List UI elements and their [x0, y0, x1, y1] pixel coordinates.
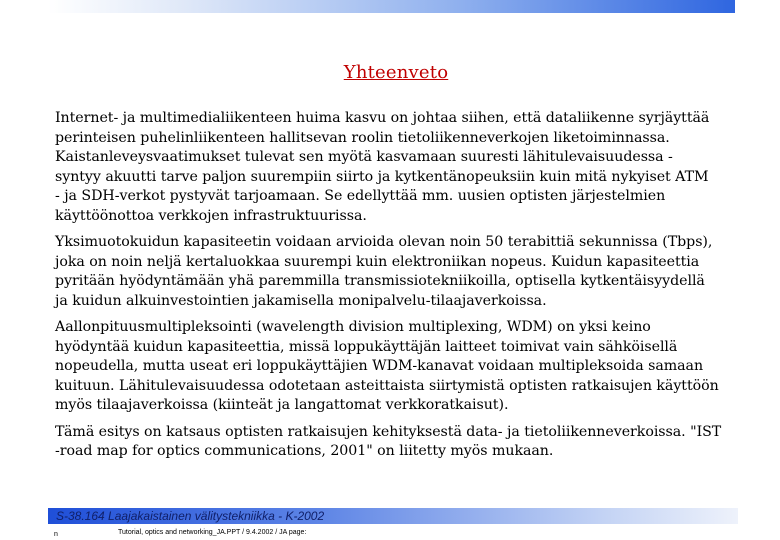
paragraph-wdm [55, 318, 735, 416]
text-line: Internet- ja multimedialiikenteen huima kasvu on johtaa siihen, että dataliikenne syrjäyttää [55, 110, 710, 126]
text-line: joka on noin neljä kertaluokkaa suurempi kuin elektroniikan nopeus. Kuidun kapasiteettia [55, 253, 700, 270]
footer-file-info: Tutorial, optics and networking_JA.PPT / 9.4.2002 / JA page: [118, 529, 307, 536]
slide-title: Yhteenveto [343, 62, 449, 83]
text-line: syntyy akuutti tarve paljon suurempiin siirto ja kytkentänopeuksiin kuin mitä nykyiset ATM [55, 168, 709, 185]
slide-body [55, 109, 735, 469]
text-line: hyödyntää kuidun kapasiteettia, missä loppukäyttäjän laitteet toimivat vain sähköisellä [55, 338, 678, 355]
text-line: pyritään hyödyntämään yhä paremmilla transmissiotekniikoilla, optisella kytkentäisyydellä [55, 273, 705, 289]
text-line: kuituun. Lähitulevaisuudessa odotetaan asteittaista siirtymistä optisten ratkaisujen käyttöön [55, 377, 719, 394]
paragraph-presentation-summary [55, 423, 735, 462]
text-line: - ja SDH-verkot pystyvät tarjoamaan. Se edellyttää mm. uusien optisten järjestelmien [55, 188, 666, 204]
text-line: perinteisen puhelinliikenteen hallitsevan roolin tietoliikenneverkojen liketoiminnassa. [55, 129, 670, 146]
text-line: Kaistanleveysvaatimukset tulevat sen myötä kasvamaan suuresti lähitulevaisuudessa - [55, 149, 673, 165]
text-line: Yksimuotokuidun kapasiteetin voidaan arvioida olevan noin 50 terabittiä sekunnissa (Tbps), [55, 234, 713, 250]
paragraph-fiber-capacity [55, 233, 735, 311]
text-line: -road map for optics communications, 2001" on liitetty myös mukaan. [55, 443, 554, 459]
text-line: myös tilaajaverkoissa (kiinteät ja langattomat verkkoratkaisut). [55, 397, 509, 413]
text-line: nopeudella, mutta useat eri loppukäyttäjien WDM-kanavat voidaan multipleksoida samaan [55, 358, 704, 374]
text-line: Aallonpituusmultipleksointi (wavelength division multiplexing, WDM) on yksi keino [55, 319, 651, 335]
header-gradient-bar [48, 0, 735, 13]
text-line: ja kuidun alkuinvestointien jakamisella monipalvelu-tilaajaverkoissa. [55, 292, 547, 309]
text-line: Tämä esitys on katsaus optisten ratkaisujen kehityksestä data- ja tietoliikenneverkoissa. "IST [55, 423, 722, 440]
footer-course-name: S-38.164 Laajakaistainen välitystekniikka - K-2002 [56, 509, 325, 523]
footer-page-number: n [54, 531, 58, 538]
paragraph-traffic-growth [55, 109, 735, 226]
text-line: käyttöönottoa verkkojen infrastruktuurissa. [55, 207, 367, 224]
